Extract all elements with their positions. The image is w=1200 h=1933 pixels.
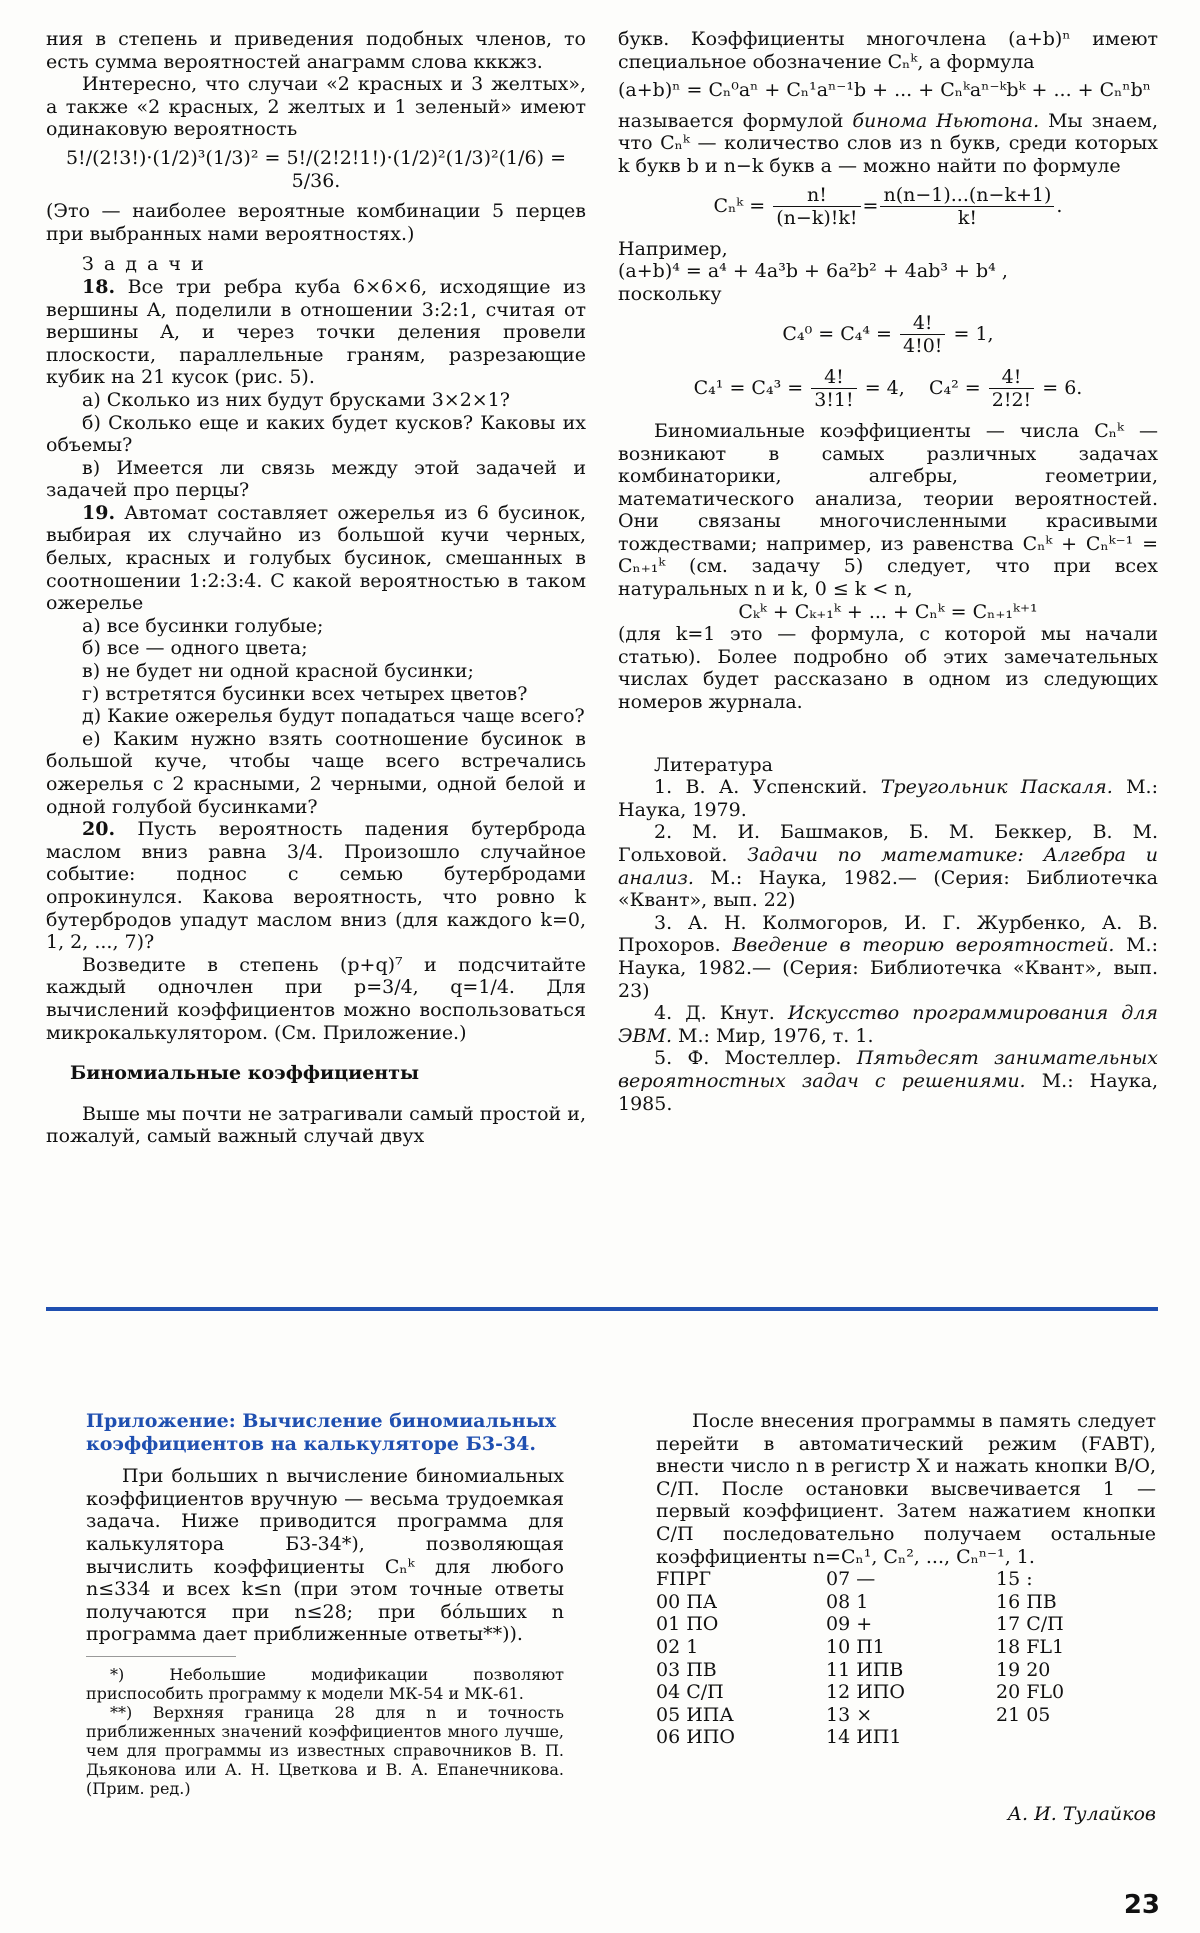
right-column <box>618 28 1158 1115</box>
program-step: 08 1 <box>826 1590 869 1613</box>
reference-item <box>618 1047 1158 1115</box>
text: называется формулой <box>618 109 844 132</box>
task-item: б) все — одного цвета; <box>82 637 308 660</box>
appendix-title: Приложение: Вычисление биномиальных коэффициентов на калькуляторе Б3-34. <box>86 1410 557 1455</box>
formula-rhs: = 1, <box>953 322 994 345</box>
program-step: 12 ИПО <box>826 1681 905 1704</box>
paragraph: букв. Коэффициенты многочлена (a+b)ⁿ имеют специальное обозначение Cₙᵏ, а формула <box>618 28 1158 73</box>
reference-authors: Ф. Мостеллер. <box>687 1047 842 1070</box>
program-step: 20 FL0 <box>996 1681 1065 1704</box>
denominator: k! <box>957 207 977 230</box>
formula-example: (a+b)⁴ = a⁴ + 4a³b + 6a²b² + 4ab³ + b⁴ , <box>618 260 1008 283</box>
paragraph: После внесения программы в память следует перейти в автоматический режим (FАВТ), внести число n в регистр X и нажать кнопки В/О, С/П. После остановки высвечивается 1 — первый коэффициент. Затем нажатием кнопки С/П последовательно получаем остальные коэффициенты n=Cₙ¹, Cₙ², ..., Cₙⁿ⁻¹, 1. <box>656 1410 1156 1568</box>
denominator: 3!1! <box>814 389 854 412</box>
reference-number: 2. <box>654 821 673 844</box>
reference-number: 5. <box>654 1047 673 1070</box>
reference-item <box>618 1002 1158 1047</box>
task-item: б) Сколько еще и каких будет кусков? Каковы их объемы? <box>46 411 586 457</box>
denominator: (n−k)!k! <box>776 207 858 230</box>
numerator: n! <box>773 184 860 208</box>
paragraph: (Это — наиболее вероятные комбинации 5 перцев при выбранных нами вероятностях.) <box>46 200 586 245</box>
numerator: 4! <box>900 312 945 336</box>
fraction <box>900 312 945 358</box>
literature-heading: Литература <box>654 753 773 776</box>
task-number: 19. <box>82 501 116 524</box>
program-step: 13 × <box>826 1703 873 1726</box>
paragraph: При больших n вычисление биномиальных коэффициентов вручную — весьма трудоемкая задача. Ниже приводится программа для калькулятора Б3-34*), позволяющая вычислить коэффициенты Cₙᵏ для любого n≤334 и всех k≤n (при этом точные ответы получаются при n≤28; при бóльших n программа дает приближенные ответы**)). <box>86 1465 564 1646</box>
reference-item <box>618 776 1158 821</box>
reference-number: 3. <box>654 911 673 934</box>
reference-title: Пятьдесят занимательных вероятностных задач с решениями. <box>618 1047 1158 1092</box>
task-item: г) встретятся бусинки всех четырех цветов? <box>82 682 528 705</box>
term: бинома Ньютона. <box>852 109 1040 132</box>
task-hint: Возведите в степень (p+q)⁷ и подсчитайте каждый одночлен при p=3/4, q=1/4. Для вычислений коэффициентов можно воспользоваться микрокалькулятором. (См. Приложение.) <box>46 953 586 1044</box>
formula-identity: Cₖᵏ + Cₖ₊₁ᵏ + ... + Cₙᵏ = Cₙ₊₁ᵏ⁺¹ <box>738 600 1038 623</box>
tasks-heading: З а д а ч и <box>82 253 206 276</box>
numerator: n(n−1)...(n−k+1) <box>880 184 1054 208</box>
reference-publisher: М.: Наука, 1982.— (Серия: Библиотечка «Квант», вып. 22) <box>618 866 1158 912</box>
task-item: а) все бусинки голубые; <box>82 614 324 637</box>
paragraph <box>618 110 1158 178</box>
formula-rhs: = 4, <box>864 376 905 399</box>
footnote: *) Небольшие модификации позволяют приспособить программу к модели МК-54 и МК-61. <box>86 1664 564 1703</box>
formula-binomial: (a+b)ⁿ = Cₙ⁰aⁿ + Cₙ¹aⁿ⁻¹b + ... + Cₙᵏaⁿ⁻ᵏbᵏ + ... + Cₙⁿbⁿ <box>618 79 1151 102</box>
program-step: 00 ПА <box>656 1590 718 1613</box>
program-step: 04 С/П <box>656 1681 724 1704</box>
task-19 <box>46 502 586 615</box>
task-text: Автомат составляет ожерелья из 6 бусинок, выбирая их случайно из большой кучи черных, белых, красных и голубых бусинок, смешанных в соотношении 1:2:3:4. С какой вероятностью в таком ожерелье <box>46 501 586 615</box>
formula-rhs: = 6. <box>1042 376 1083 399</box>
reference-authors: В. А. Успенский. <box>685 776 868 799</box>
section-divider <box>46 1307 1158 1311</box>
author-signature: А. И. Тулайков <box>1007 1803 1156 1825</box>
task-18 <box>46 276 586 389</box>
program-step: 06 ИПО <box>656 1726 735 1749</box>
program-step: 01 ПО <box>656 1613 719 1636</box>
program-step: 17 С/П <box>996 1613 1064 1636</box>
reference-publisher: М.: Наука, 1979. <box>618 776 1158 821</box>
reference-item <box>618 821 1158 911</box>
program-step: 16 ПВ <box>996 1590 1057 1613</box>
formula-lhs: Cₙᵏ = <box>713 194 766 217</box>
program-step: 11 ИПВ <box>826 1658 904 1681</box>
task-number: 20. <box>82 818 116 841</box>
program-step: 19 20 <box>996 1658 1051 1681</box>
program-step <box>996 1726 1156 1749</box>
program-step: 15 : <box>996 1568 1033 1591</box>
program-step: 05 ИПА <box>656 1703 734 1726</box>
paragraph: ния в степень и приведения подобных членов, то есть сумма вероятностей анаграмм слова кккжз. <box>46 28 586 73</box>
fraction <box>811 366 856 412</box>
reference-list <box>618 776 1158 1115</box>
formula-lhs: C₄⁰ = C₄⁴ = <box>782 322 892 345</box>
reference-item <box>618 912 1158 1002</box>
reference-authors: А. Н. Колмогоров, И. Г. Журбенко, А. В. Прохоров. <box>618 911 1158 957</box>
program-listing <box>656 1568 1156 1749</box>
task-item: д) Какие ожерелья будут попадаться чаще всего? <box>82 705 585 728</box>
section-heading: Биномиальные коэффициенты <box>70 1062 420 1085</box>
reference-title: Треугольник Паскаля. <box>880 776 1113 799</box>
formula-lhs: C₄¹ = C₄³ = <box>693 376 804 399</box>
paragraph: Биномиальные коэффициенты — числа Cₙᵏ — возникают в самых различных задачах комбинаторики, алгебры, геометрии, математического анализа, теории вероятностей. Они связаны многочисленными красивыми тождествами; например, из равенства Cₙᵏ + Cₙᵏ⁻¹ = Cₙ₊₁ᵏ (см. задачу 5) следует, что при всех натуральных n и k, 0 ≤ k < n, <box>618 419 1158 601</box>
reference-authors: Д. Кнут. <box>685 1002 775 1025</box>
reference-number: 4. <box>654 1002 673 1025</box>
formula-lhs: C₄² = <box>928 376 981 399</box>
left-column <box>46 28 586 1148</box>
paragraph: Интересно, что случаи «2 красных и 3 желтых», а также «2 красных, 2 желтых и 1 зеленый» имеют одинаковую вероятность <box>46 73 586 141</box>
program-step: 14 ИП1 <box>826 1726 902 1749</box>
fraction <box>880 184 1054 230</box>
numerator: 4! <box>811 366 856 390</box>
denominator: 2!2! <box>991 389 1032 412</box>
denominator: 4!0! <box>902 335 943 358</box>
program-step: 21 05 <box>996 1703 1051 1726</box>
fraction <box>989 366 1034 412</box>
page-number: 23 <box>1123 1890 1160 1920</box>
reference-publisher: М.: Наука, 1982.— (Серия: Библиотечка «Квант», вып. 23) <box>618 934 1158 1002</box>
task-text: Пусть вероятность падения бутерброда маслом вниз равна 3/4. Произошло случайное событие: поднос с семью бутербродами опрокинулся. Какова вероятность, что ровно k бутербродов упадут маслом вниз (для каждого k=0, 1, 2, ..., 7)? <box>46 818 587 954</box>
reference-number: 1. <box>654 776 673 799</box>
formula-combination: Cₙᵏ = $\frac{n!}{(n-k)!k!}$ = $\frac{n(n-1)...(n-k+1)}{k!}$ . <box>713 183 1063 230</box>
reference-title: Искусство программирования для ЭВМ. <box>618 1002 1159 1047</box>
task-item: е) Каким нужно взять соотношение бусинок в большой куче, чтобы чаще всего встречались ожерелья с 2 красными, 2 черными, одной белой и одной голубой бусинками? <box>46 727 586 818</box>
program-step: 03 ПВ <box>656 1658 717 1681</box>
program-step: 10 П1 <box>826 1635 885 1658</box>
task-number: 18. <box>82 275 116 298</box>
task-item: в) Имеется ли связь между этой задачей и задачей про перцы? <box>46 456 586 502</box>
reference-title: Введение в теорию вероятностей. <box>732 934 1115 957</box>
program-step: FПРГ <box>656 1568 712 1591</box>
program-step: 18 FL1 <box>996 1635 1065 1658</box>
task-text: Все три ребра куба 6×6×6, исходящие из вершины A, поделили в отношении 3:2:1, считая от вершины A, и через точки деления провели плоскости, параллельные граням, разрезающие кубик на 21 кусок (рис. 5). <box>46 275 586 389</box>
footnote-rule <box>86 1646 236 1657</box>
reference-publisher: М.: Мир, 1976, т. 1. <box>678 1024 874 1047</box>
numerator: 4! <box>989 366 1034 390</box>
fraction <box>773 184 860 230</box>
formula-c4-1-2 <box>618 366 1158 412</box>
task-item: в) не будет ни одной красной бусинки; <box>82 660 474 683</box>
reference-publisher: М.: Наука, 1985. <box>618 1069 1159 1115</box>
formula-c4-0 <box>618 312 1158 358</box>
text: Мы знаем, что Cₙᵏ — количество слов из n букв, среди которых k букв b и n−k букв a — можно найти по формуле <box>618 109 1158 177</box>
program-step: 09 + <box>826 1613 873 1636</box>
paragraph: Выше мы почти не затрагивали самый простой и, пожалуй, самый важный случай двух <box>46 1102 586 1148</box>
task-item: а) Сколько из них будут брусками 3×2×1? <box>82 388 510 411</box>
text: поскольку <box>618 282 722 305</box>
footnote: **) Верхняя граница 28 для n и точность приближенных значений коэффициентов много лучше, чем для программы из известных справочников В. П. Дьяконова или А. Н. Цветкова и В. А. Епанечникова. (Прим. ред.) <box>86 1702 564 1798</box>
program-step: 02 1 <box>656 1635 699 1658</box>
reference-authors: М. И. Башмаков, Б. М. Беккер, В. М. Гольховой. <box>618 821 1158 866</box>
example-label: Например, <box>618 237 728 260</box>
task-20 <box>46 818 586 954</box>
paragraph: (для k=1 это — формула, с которой мы начали статью). Более подробно об этих замечательных числах будет рассказано в одном из следующих номеров журнала. <box>618 623 1158 714</box>
appendix-left <box>86 1410 564 1798</box>
reference-title: Задачи по математике: Алгебра и анализ. <box>618 844 1158 889</box>
program-step: 07 — <box>826 1568 876 1591</box>
formula-probability: 5!/(2!3!)·(1/2)³(1/3)² = 5!/(2!2!1!)·(1/2)²(1/3)²(1/6) = 5/36. <box>65 146 567 192</box>
appendix-right <box>656 1410 1156 1749</box>
